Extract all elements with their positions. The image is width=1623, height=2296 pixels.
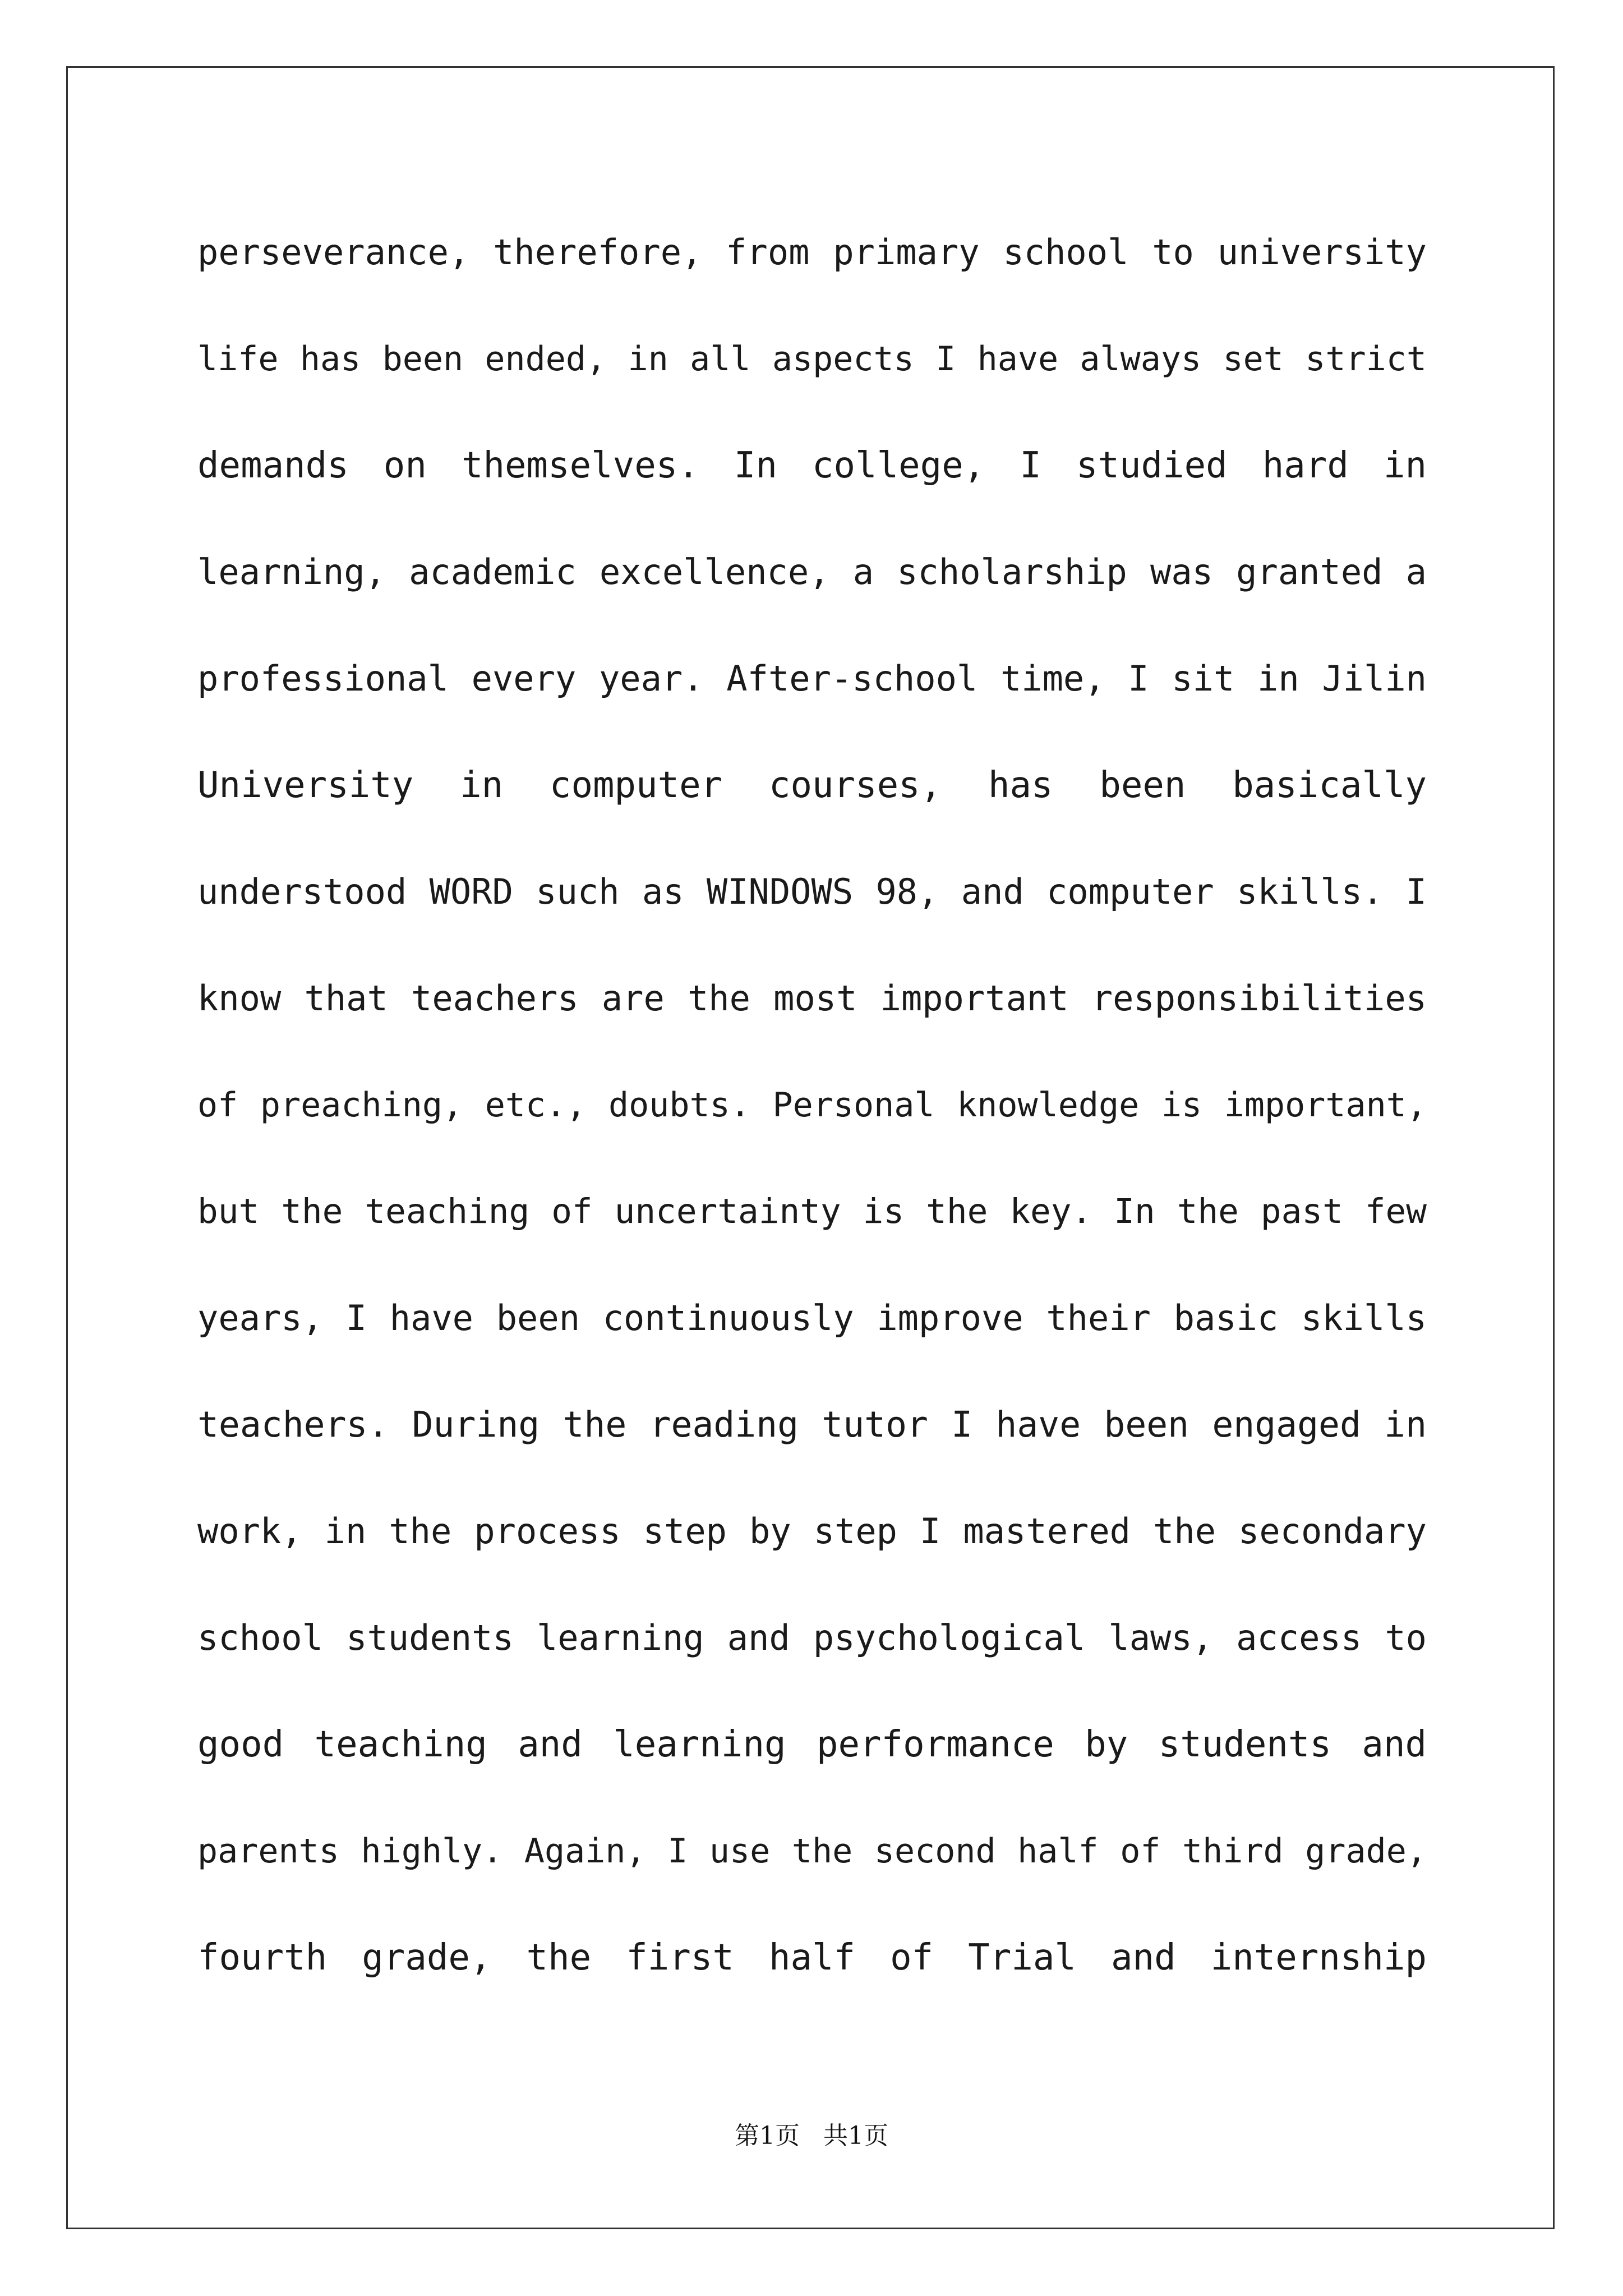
text-line: life has been ended, in all aspects I have always set strict bbox=[197, 339, 1427, 379]
text-line: of preaching, etc., doubts. Personal knowledge is important, bbox=[197, 1085, 1427, 1125]
document-body bbox=[197, 226, 1427, 2037]
text-line: but the teaching of uncertainty is the key. In the past few bbox=[197, 1191, 1427, 1231]
text-line: years, I have been continuously improve their basic skills bbox=[197, 1297, 1427, 1338]
text-line: demands on themselves. In college, I studied hard in bbox=[197, 445, 1427, 486]
text-line: work, in the process step by step I mastered the secondary bbox=[197, 1511, 1427, 1552]
text-line: professional every year. After-school time, I sit in Jilin bbox=[197, 658, 1427, 699]
text-line: fourth grade, the first half of Trial and internship bbox=[197, 1937, 1427, 1978]
text-line: learning, academic excellence, a scholarship was granted a bbox=[197, 551, 1427, 592]
text-line: teachers. During the reading tutor I have been engaged in bbox=[197, 1404, 1427, 1445]
text-line: know that teachers are the most important responsibilities bbox=[197, 978, 1427, 1019]
text-line: school students learning and psychological laws, access to bbox=[197, 1617, 1427, 1658]
page-number-footer: 第1页 共1页 bbox=[735, 2122, 888, 2150]
text-line: understood WORD such as WINDOWS 98, and computer skills. I bbox=[197, 871, 1427, 912]
text-line: University in computer courses, has been basically bbox=[197, 765, 1427, 806]
text-line: perseverance, therefore, from primary school to university bbox=[197, 232, 1427, 273]
text-line: good teaching and learning performance by students and bbox=[197, 1724, 1427, 1765]
text-line: parents highly. Again, I use the second half of third grade, bbox=[197, 1832, 1427, 1871]
